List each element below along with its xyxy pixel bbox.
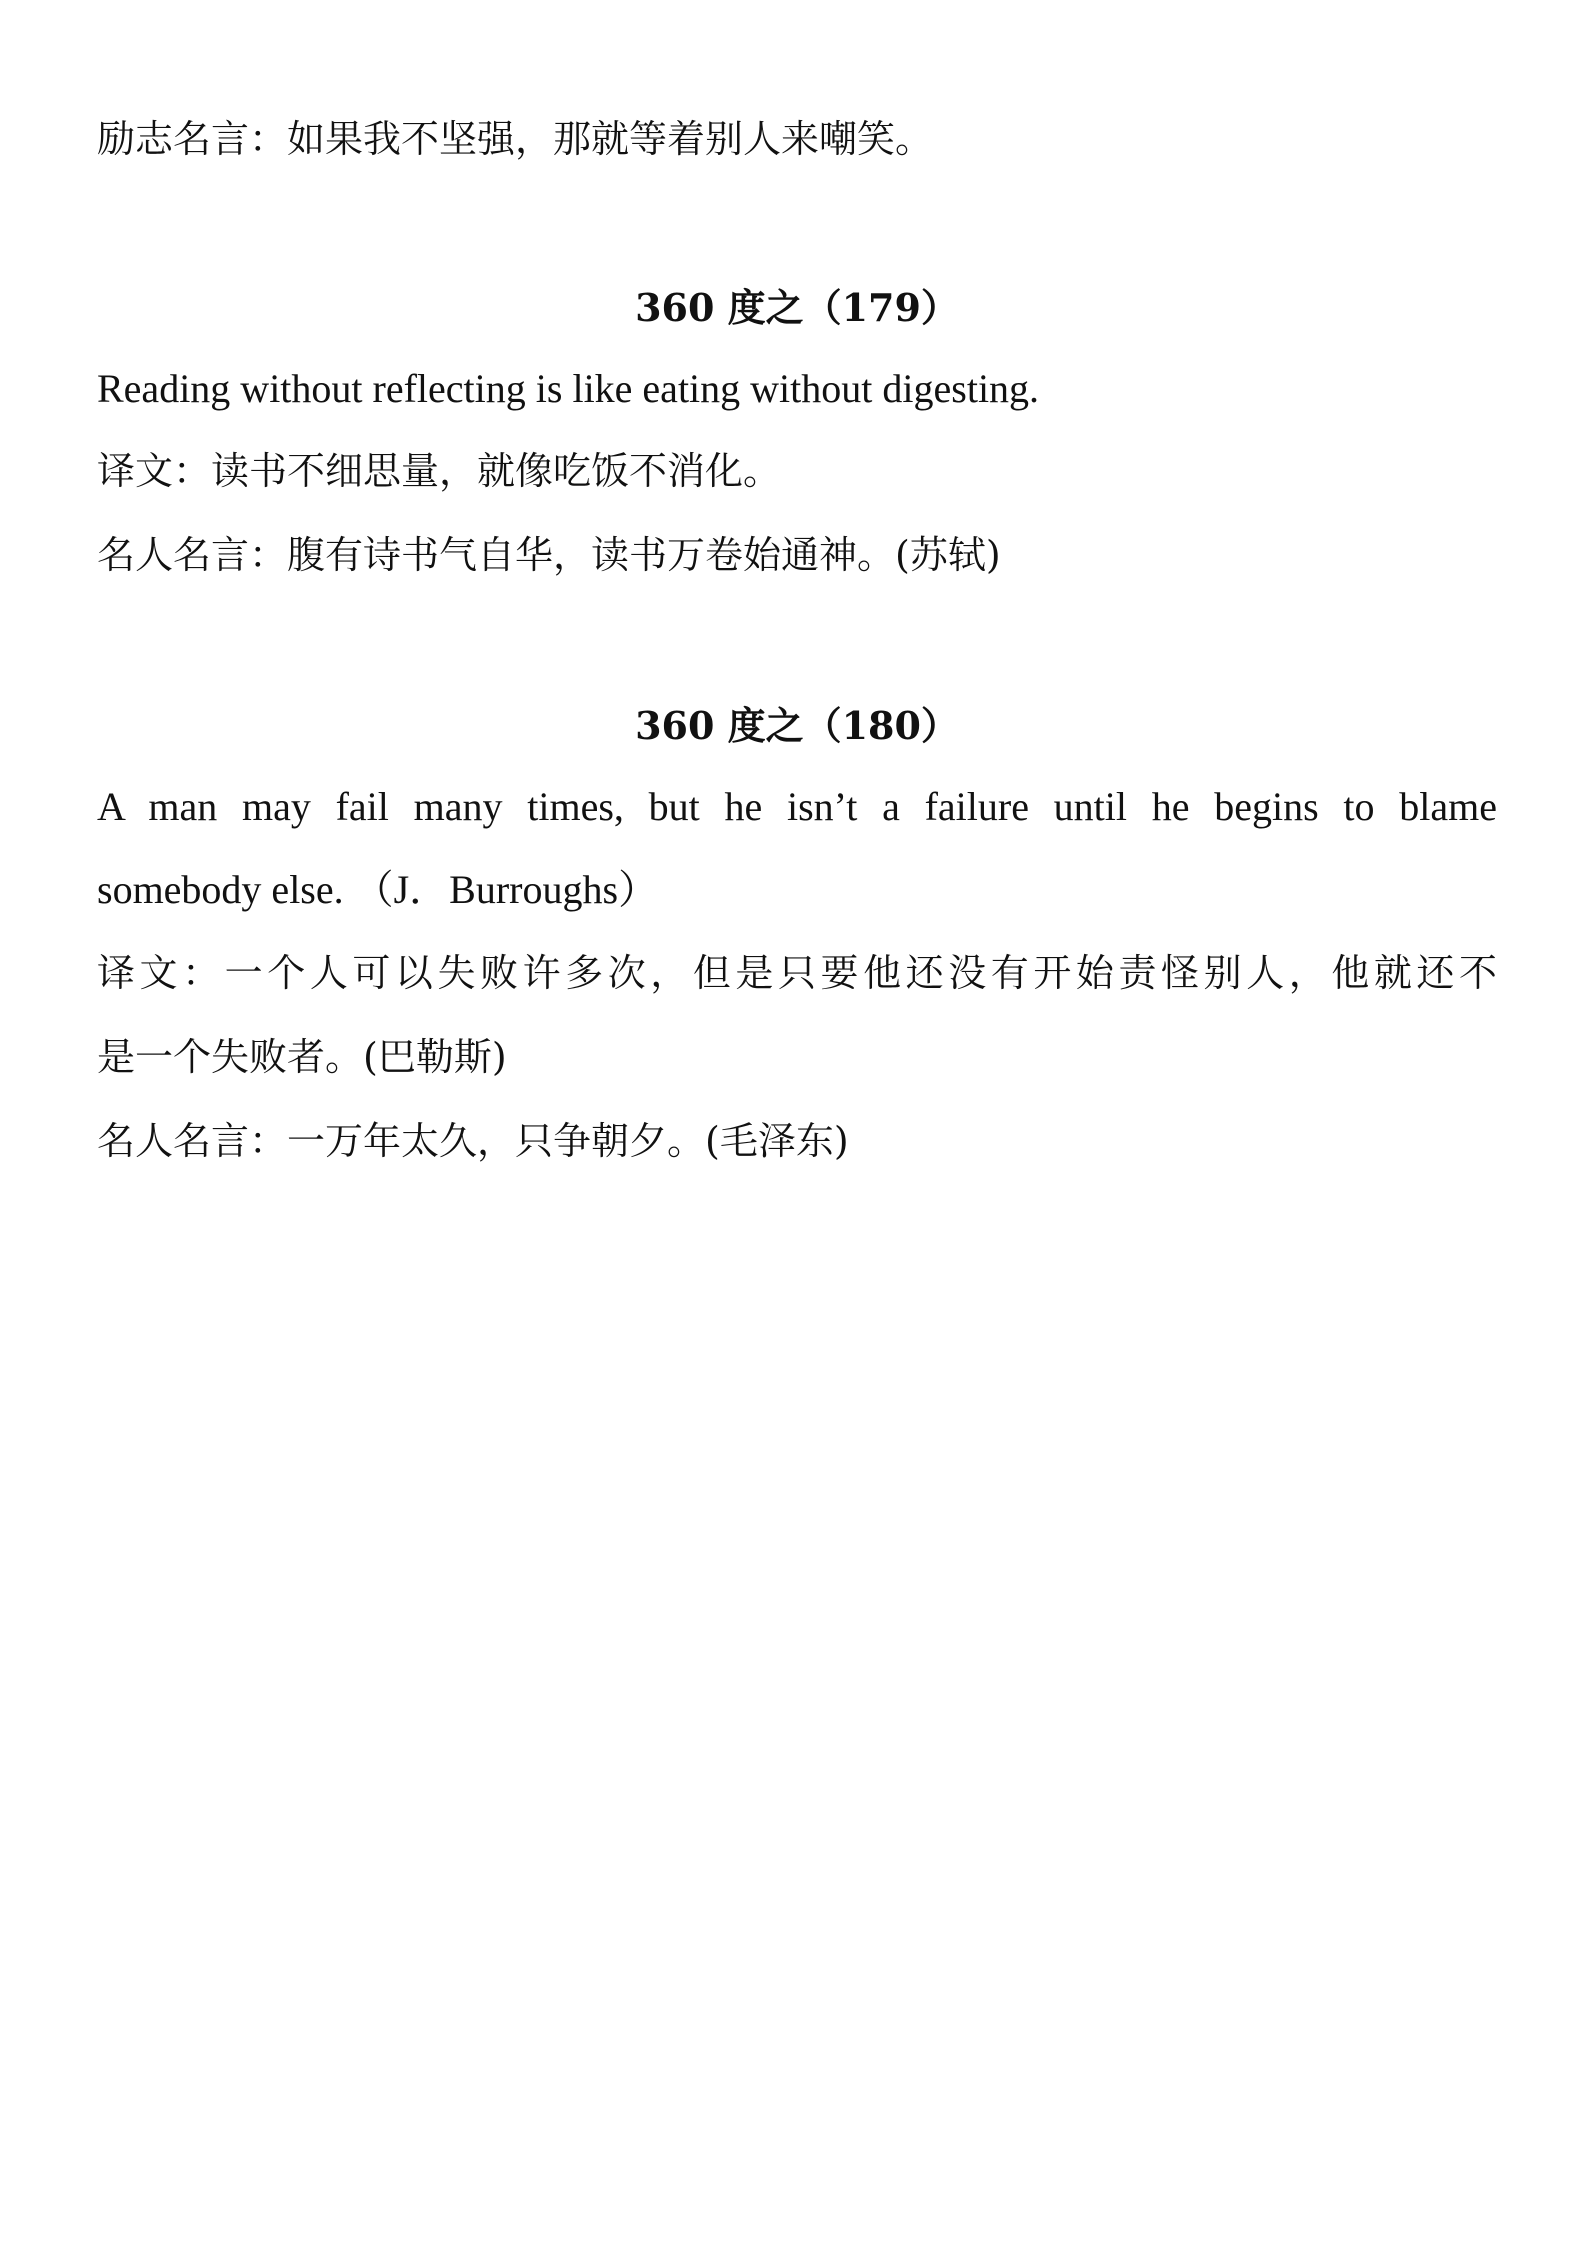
translation-179: 译文：读书不细思量，就像吃饭不消化。 [97, 449, 782, 493]
translation-180-line1: 译文：一个人可以失败许多次，但是只要他还没有开始责怪别人，他就还不 [97, 951, 1497, 995]
english-quote-179: Reading without reflecting is like eating without digesting. [97, 366, 1040, 411]
motto-line: 励志名言：如果我不坚强，那就等着别人来嘲笑。 [97, 117, 934, 161]
translation-180-line2: 是一个失败者。(巴勒斯) [97, 1035, 507, 1079]
famous-quote-179: 名人名言：腹有诗书气自华，读书万卷始通神。(苏轼) [97, 533, 1001, 577]
english-quote-180-line2: somebody else. （J．Burroughs） [97, 867, 659, 912]
english-quote-180-line1: A man may fail many times, but he isn’t a failure until he begins to blame [97, 784, 1497, 829]
famous-quote-180: 名人名言：一万年太久，只争朝夕。(毛泽东) [97, 1119, 849, 1163]
section-heading-180: 360 度之（180） [635, 703, 959, 748]
section-heading-179: 360 度之（179） [635, 285, 959, 330]
